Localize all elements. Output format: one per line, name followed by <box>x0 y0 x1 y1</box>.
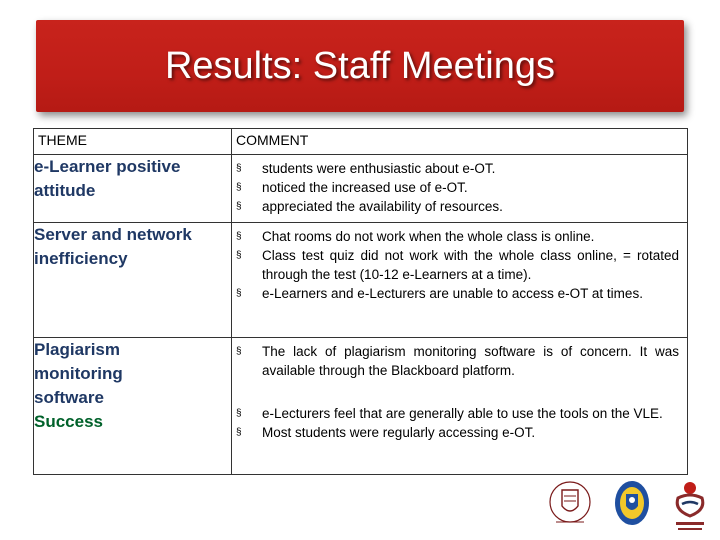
table-row <box>34 338 688 475</box>
theme-line: attitude <box>34 181 96 200</box>
title-banner <box>36 20 684 112</box>
results-table <box>33 128 688 475</box>
theme-cell <box>34 223 232 338</box>
theme-line: Server and network <box>34 225 192 244</box>
bullet-icon: § <box>236 346 242 357</box>
theme-cell <box>34 338 232 475</box>
theme-line: software <box>34 388 104 407</box>
comment-cell <box>232 338 688 475</box>
figure-logo <box>676 482 704 530</box>
header-theme: THEME <box>34 129 232 155</box>
theme-line-success: Success <box>34 412 103 431</box>
list-item: § noticed the increased use of e-OT. <box>236 180 468 195</box>
table-row <box>34 223 688 338</box>
bullet-icon: § <box>236 182 242 193</box>
bullet-icon: § <box>236 427 242 438</box>
theme-cell <box>34 155 232 223</box>
bullet-icon: § <box>236 408 242 419</box>
crest-logo <box>550 482 590 522</box>
comment-cell <box>232 155 688 223</box>
list-item: § The lack of plagiarism monitoring software is of concern. It was available through the Blackboard platform. <box>236 344 679 378</box>
list-item: § e-Lecturers feel that are generally able to use the tools on the VLE. <box>236 406 663 421</box>
table-header-row <box>34 129 688 155</box>
theme-line: e-Learner positive <box>34 157 181 176</box>
header-comment: COMMENT <box>232 129 688 155</box>
bullet-icon: § <box>236 250 242 261</box>
page-title: Results: Staff Meetings <box>164 44 556 87</box>
theme-line: inefficiency <box>34 249 128 268</box>
bullet-icon: § <box>236 163 242 174</box>
list-item: § Most students were regularly accessing e-OT. <box>236 425 536 440</box>
institution-logos <box>540 476 715 536</box>
theme-line: monitoring <box>34 364 123 383</box>
comment-cell <box>232 223 688 338</box>
bullet-icon: § <box>236 231 242 242</box>
shield-logo <box>615 481 649 525</box>
bullet-icon: § <box>236 288 242 299</box>
list-item: § Class test quiz did not work with the whole class online, = rotated through the test (10-12 e-Learners at a time). <box>236 248 679 282</box>
list-item: § Chat rooms do not work when the whole class is online. <box>236 229 595 244</box>
list-item: § appreciated the availability of resources. <box>236 199 503 214</box>
list-item: § students were enthusiastic about e-OT. <box>236 161 496 176</box>
bullet-icon: § <box>236 201 242 212</box>
table-row <box>34 155 688 223</box>
theme-line: Plagiarism <box>34 340 120 359</box>
list-item: § e-Learners and e-Lecturers are unable to access e-OT at times. <box>236 286 643 301</box>
